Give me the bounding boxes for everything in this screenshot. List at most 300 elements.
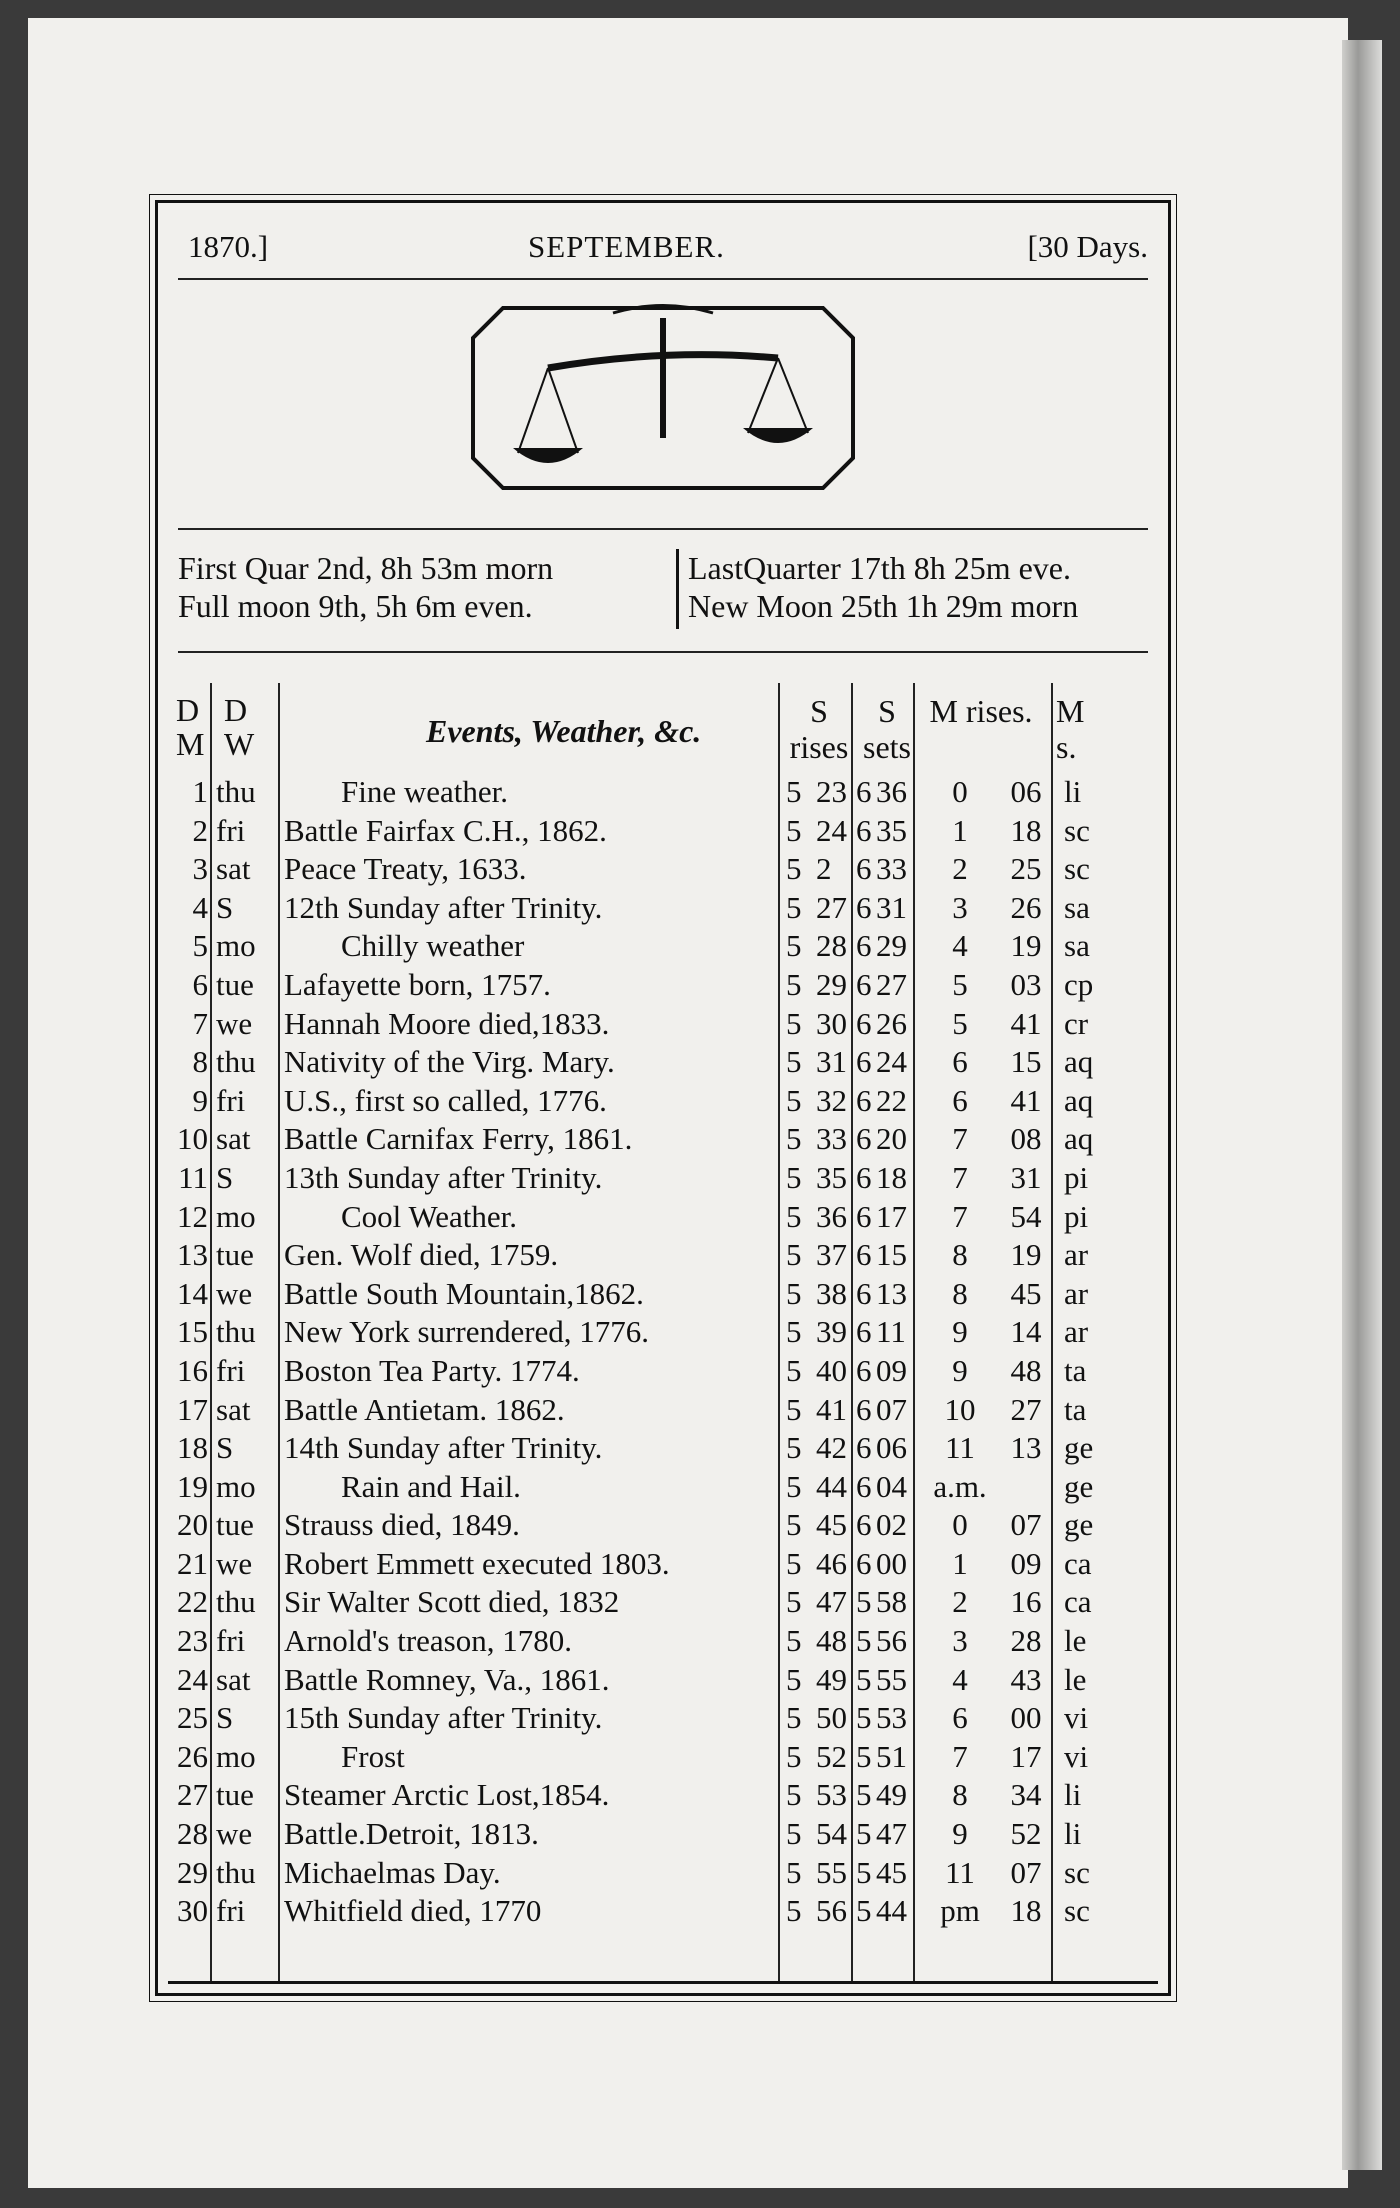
day-of-month: 6: [192, 966, 208, 1002]
event: New York surrendered, 1776.: [284, 1314, 650, 1350]
sun-rise-hour: 5: [786, 1391, 802, 1427]
table-row: [176, 1352, 1156, 1391]
day-of-week: we: [216, 1545, 253, 1581]
day-of-month: 7: [192, 1005, 208, 1041]
sun-rise-minute: 38: [816, 1275, 847, 1311]
moon-sign: pi: [1064, 1159, 1089, 1195]
table-row: [176, 1198, 1156, 1237]
moon-rise-hour: 8: [952, 1237, 968, 1273]
sun-rise-minute: 27: [816, 889, 847, 925]
day-of-month: 10: [177, 1121, 208, 1157]
sun-rise-minute: 54: [816, 1816, 847, 1852]
moon-rise-minute: 15: [1010, 1044, 1042, 1080]
day-of-month: 11: [178, 1159, 208, 1195]
sun-set-minute: 24: [876, 1044, 907, 1080]
sun-set-hour: 6: [856, 1430, 872, 1466]
sun-set-minute: 27: [876, 966, 907, 1002]
moon-sign: cp: [1064, 966, 1094, 1002]
moon-sign: ge: [1064, 1430, 1094, 1466]
event: Peace Treaty, 1633.: [284, 851, 527, 887]
day-of-week: thu: [216, 1854, 256, 1890]
moon-sign: sa: [1064, 889, 1090, 925]
event: Battle Romney, Va., 1861.: [284, 1661, 610, 1697]
moon-rise-minute: 08: [1010, 1121, 1042, 1157]
day-of-month: 21: [177, 1545, 208, 1581]
day-of-week: mo: [216, 1198, 256, 1234]
first-quarter: First Quar 2nd, 8h 53m morn: [178, 550, 554, 586]
table-row: [176, 850, 1156, 889]
moon-sign: ca: [1064, 1584, 1092, 1620]
sun-set-minute: 26: [876, 1005, 907, 1041]
day-of-week: we: [216, 1816, 253, 1852]
day-of-week: we: [216, 1275, 253, 1311]
table-row: [176, 1275, 1156, 1314]
sun-set-hour: 6: [856, 1237, 872, 1273]
page-edge: [1342, 40, 1382, 2170]
sun-rise-minute: 23: [816, 774, 847, 809]
day-of-month: 25: [177, 1700, 208, 1736]
day-of-month: 12: [177, 1198, 208, 1234]
sun-set-minute: 11: [876, 1314, 906, 1350]
moon-rise-hour: 3: [952, 889, 968, 925]
sun-set-hour: 6: [856, 928, 872, 964]
moon-rise-minute: 27: [1010, 1391, 1042, 1427]
day-of-month: 9: [192, 1082, 208, 1118]
day-of-week: we: [216, 1005, 253, 1041]
day-of-month: 24: [177, 1661, 208, 1697]
sun-set-minute: 22: [876, 1082, 907, 1118]
event: Battle South Mountain,1862.: [284, 1275, 644, 1311]
day-of-week: mo: [216, 928, 256, 964]
sun-rise-hour: 5: [786, 1198, 802, 1234]
table-row: [176, 1313, 1156, 1352]
event: Lafayette born, 1757.: [284, 966, 551, 1002]
sun-rise-hour: 5: [786, 1584, 802, 1620]
moon-rise-hour: 8: [952, 1275, 968, 1311]
moon-rise-hour: 9: [952, 1352, 968, 1388]
moon-rise-hour: 6: [952, 1700, 968, 1736]
sun-rise-hour: 5: [786, 1275, 802, 1311]
event: Boston Tea Party. 1774.: [284, 1352, 580, 1388]
sun-rise-minute: 48: [816, 1623, 847, 1659]
event: Battle Fairfax C.H., 1862.: [284, 812, 607, 848]
day-of-month: 27: [177, 1777, 208, 1813]
table-row: [176, 966, 1156, 1005]
sun-rise-hour: 5: [786, 1237, 802, 1273]
sun-set-minute: 58: [876, 1584, 907, 1620]
sun-rise-minute: 45: [816, 1507, 847, 1543]
col-dm: D M: [176, 692, 205, 762]
calendar-frame: [155, 200, 1171, 1996]
table-row: [176, 1120, 1156, 1159]
sun-rise-minute: 37: [816, 1237, 847, 1273]
sun-rise-minute: 50: [816, 1700, 847, 1736]
table-row: [176, 889, 1156, 928]
moon-rise-hour: 0: [952, 774, 968, 809]
sun-set-hour: 6: [856, 1507, 872, 1543]
sun-rise-minute: 44: [816, 1468, 847, 1504]
sun-set-hour: 6: [856, 1468, 872, 1504]
day-of-week: fri: [216, 1893, 246, 1929]
calendar-table: [176, 683, 1156, 1931]
event: 13th Sunday after Trinity.: [284, 1159, 603, 1195]
moon-rise-minute: 41: [1010, 1005, 1042, 1041]
moon-rise-minute: 19: [1010, 1237, 1042, 1273]
sun-set-hour: 5: [856, 1816, 872, 1852]
sun-rise-minute: 30: [816, 1005, 847, 1041]
sun-rise-minute: 2: [816, 851, 832, 887]
sun-set-minute: 06: [876, 1430, 907, 1466]
moon-rise-minute: 17: [1010, 1738, 1042, 1774]
sun-rise-hour: 5: [786, 1893, 802, 1929]
day-of-month: 14: [177, 1275, 208, 1311]
sun-set-hour: 6: [856, 1391, 872, 1427]
sun-rise-minute: 32: [816, 1082, 847, 1118]
sun-set-minute: 13: [876, 1275, 907, 1311]
moon-rise-hour: 10: [944, 1391, 976, 1427]
event: Whitfield died, 1770: [284, 1893, 542, 1929]
sun-set-hour: 5: [856, 1661, 872, 1697]
moon-rise-minute: 13: [1010, 1430, 1042, 1466]
sun-rise-hour: 5: [786, 1314, 802, 1350]
table-row: [176, 1738, 1156, 1777]
event: Strauss died, 1849.: [284, 1507, 520, 1543]
table-row: [176, 1043, 1156, 1082]
sun-set-minute: 20: [876, 1121, 907, 1157]
day-of-month: 2: [192, 812, 208, 848]
table-row: [176, 1854, 1156, 1893]
sun-rise-hour: 5: [786, 1738, 802, 1774]
phase-divider: [676, 549, 679, 629]
table-row: [176, 1468, 1156, 1507]
day-of-week: fri: [216, 1623, 246, 1659]
moon-sign: sc: [1064, 1893, 1090, 1929]
sun-rise-hour: 5: [786, 1159, 802, 1195]
day-of-month: 22: [177, 1584, 208, 1620]
table-row: [176, 812, 1156, 851]
event: U.S., first so called, 1776.: [284, 1082, 607, 1118]
day-of-month: 23: [177, 1623, 208, 1659]
table-header: [176, 683, 1156, 773]
sun-set-hour: 6: [856, 966, 872, 1002]
sun-rise-hour: 5: [786, 1082, 802, 1118]
sun-set-hour: 6: [856, 1545, 872, 1581]
moon-sign: aq: [1064, 1121, 1094, 1157]
event: Battle Carnifax Ferry, 1861.: [284, 1121, 633, 1157]
day-of-month: 19: [177, 1468, 208, 1504]
moon-sign: sc: [1064, 1854, 1090, 1890]
moon-sign: le: [1064, 1661, 1087, 1697]
sun-rise-hour: 5: [786, 851, 802, 887]
day-of-week: S: [216, 1700, 234, 1736]
sun-set-hour: 6: [856, 1314, 872, 1350]
table-row: [176, 927, 1156, 966]
sun-set-minute: 47: [876, 1816, 907, 1852]
day-of-month: 20: [177, 1507, 208, 1543]
table-row: [176, 1159, 1156, 1198]
moon-rise-hour: 6: [952, 1082, 968, 1118]
sun-set-minute: 56: [876, 1623, 907, 1659]
sun-rise-minute: 33: [816, 1121, 847, 1157]
moon-rise-minute: 18: [1010, 1893, 1042, 1929]
day-of-month: 5: [192, 928, 208, 964]
sun-rise-hour: 5: [786, 812, 802, 848]
sun-set-hour: 6: [856, 1198, 872, 1234]
event: Chilly weather: [341, 928, 525, 964]
day-of-month: 26: [177, 1738, 208, 1774]
sun-set-minute: 49: [876, 1777, 907, 1813]
moon-sign: aq: [1064, 1044, 1094, 1080]
table-row: [176, 1583, 1156, 1622]
moon-sign: li: [1064, 1777, 1082, 1813]
sun-rise-hour: 5: [786, 1044, 802, 1080]
moon-rise-hour: 1: [952, 812, 968, 848]
sun-rise-hour: 5: [786, 966, 802, 1002]
month-title: SEPTEMBER.: [528, 229, 725, 264]
day-of-week: fri: [216, 1082, 246, 1118]
moon-rise-hour: 4: [952, 928, 968, 964]
sun-set-minute: 53: [876, 1700, 907, 1736]
moon-sign: pi: [1064, 1198, 1089, 1234]
sun-rise-hour: 5: [786, 1468, 802, 1504]
sun-rise-minute: 29: [816, 966, 847, 1002]
sun-set-hour: 6: [856, 1082, 872, 1118]
day-of-week: tue: [216, 966, 254, 1002]
event: Nativity of the Virg. Mary.: [284, 1044, 615, 1080]
moon-rise-hour: 1: [952, 1545, 968, 1581]
day-of-month: 28: [177, 1816, 208, 1852]
sun-rise-minute: 24: [816, 812, 847, 848]
day-of-month: 3: [192, 851, 208, 887]
table-row: [176, 1429, 1156, 1468]
day-of-month: 29: [177, 1854, 208, 1890]
day-of-week: mo: [216, 1738, 256, 1774]
moon-rise-minute: 48: [1010, 1352, 1042, 1388]
table-row: [176, 773, 1156, 812]
sun-rise-minute: 46: [816, 1545, 847, 1581]
sun-set-minute: 02: [876, 1507, 907, 1543]
sun-set-hour: 5: [856, 1623, 872, 1659]
table-row: [176, 1545, 1156, 1584]
table-row: [176, 1506, 1156, 1545]
moon-rise-minute: 28: [1010, 1623, 1042, 1659]
day-of-week: mo: [216, 1468, 256, 1504]
sun-set-minute: 07: [876, 1391, 907, 1427]
moon-rise-hour: 4: [952, 1661, 968, 1697]
day-of-week: sat: [216, 1121, 251, 1157]
sun-rise-minute: 36: [816, 1198, 847, 1234]
sun-rise-hour: 5: [786, 1661, 802, 1697]
moon-phases-left: [178, 549, 678, 625]
moon-sign: ta: [1064, 1352, 1087, 1388]
event: Frost: [341, 1738, 405, 1774]
sun-set-minute: 36: [876, 774, 907, 809]
phases-rule: [178, 651, 1148, 653]
year-label: 1870.]: [188, 229, 269, 264]
table-row: [176, 1699, 1156, 1738]
moon-rise-hour: 9: [952, 1314, 968, 1350]
moon-rise-minute: 31: [1010, 1159, 1042, 1195]
day-of-week: S: [216, 1430, 234, 1466]
sun-rise-hour: 5: [786, 774, 802, 809]
event: Cool Weather.: [341, 1198, 518, 1234]
moon-sign: li: [1064, 1816, 1082, 1852]
moon-rise-minute: 00: [1010, 1700, 1042, 1736]
sun-set-hour: 6: [856, 889, 872, 925]
day-of-week: tue: [216, 1237, 254, 1273]
sun-rise-hour: 5: [786, 1854, 802, 1890]
sun-rise-minute: 47: [816, 1584, 847, 1620]
sun-set-minute: 51: [876, 1738, 907, 1774]
day-of-week: sat: [216, 851, 251, 887]
event: Fine weather.: [341, 774, 509, 809]
moon-rise-minute: 06: [1010, 774, 1042, 809]
event: Rain and Hail.: [341, 1468, 521, 1504]
moon-rise-hour: 7: [952, 1738, 968, 1774]
moon-rise-minute: 18: [1010, 812, 1042, 848]
day-of-month: 15: [177, 1314, 208, 1350]
moon-sign: sc: [1064, 812, 1090, 848]
sun-rise-hour: 5: [786, 1352, 802, 1388]
moon-rise-hour: 11: [945, 1854, 975, 1890]
table-body: [176, 773, 1156, 1931]
moon-sign: li: [1064, 774, 1082, 809]
sun-set-hour: 5: [856, 1777, 872, 1813]
moon-phases: [168, 543, 1168, 638]
moon-rise-minute: 41: [1010, 1082, 1042, 1118]
sun-set-minute: 09: [876, 1352, 907, 1388]
sun-set-hour: 5: [856, 1584, 872, 1620]
moon-rise-minute: 52: [1010, 1816, 1042, 1852]
table-row: [176, 1892, 1156, 1931]
libra-scales-icon: [463, 298, 863, 498]
day-of-week: thu: [216, 774, 256, 809]
moon-rise-hour: 7: [952, 1159, 968, 1195]
event: Hannah Moore died,1833.: [284, 1005, 610, 1041]
page-header: [158, 221, 1168, 271]
day-of-month: 4: [192, 889, 208, 925]
days-count: [30 Days.: [1027, 229, 1148, 264]
col-sun-rises: S rises: [789, 693, 849, 765]
moon-rise-hour: pm: [940, 1893, 980, 1929]
sun-rise-hour: 5: [786, 1777, 802, 1813]
last-quarter: LastQuarter 17th 8h 25m eve.: [688, 550, 1071, 586]
day-of-month: 13: [177, 1237, 208, 1273]
table-row: [176, 1082, 1156, 1121]
moon-rise-hour: 0: [952, 1507, 968, 1543]
day-of-week: S: [216, 889, 234, 925]
table-row: [176, 1236, 1156, 1275]
event: Robert Emmett executed 1803.: [284, 1545, 670, 1581]
sun-rise-hour: 5: [786, 1700, 802, 1736]
event: Battle Antietam. 1862.: [284, 1391, 565, 1427]
sun-set-minute: 04: [876, 1468, 907, 1504]
moon-rise-hour: 9: [952, 1816, 968, 1852]
sun-set-hour: 5: [856, 1700, 872, 1736]
moon-rise-minute: 54: [1010, 1198, 1042, 1234]
sun-set-hour: 6: [856, 1044, 872, 1080]
event: 15th Sunday after Trinity.: [284, 1700, 603, 1736]
sun-rise-minute: 41: [816, 1391, 847, 1427]
sun-rise-minute: 31: [816, 1044, 847, 1080]
day-of-week: thu: [216, 1584, 256, 1620]
moon-sign: ge: [1064, 1468, 1094, 1504]
moon-phases-right: [688, 549, 1208, 625]
table-row: [176, 1815, 1156, 1854]
day-of-week: sat: [216, 1391, 251, 1427]
moon-rise-hour: 7: [952, 1198, 968, 1234]
moon-rise-hour: 11: [945, 1430, 975, 1466]
day-of-week: sat: [216, 1661, 251, 1697]
event: 12th Sunday after Trinity.: [284, 889, 603, 925]
moon-rise-minute: 03: [1010, 966, 1042, 1002]
day-of-week: tue: [216, 1777, 254, 1813]
col-events: Events, Weather, &c.: [426, 713, 702, 749]
full-moon: Full moon 9th, 5h 6m even.: [178, 588, 533, 624]
moon-sign: ar: [1064, 1314, 1089, 1350]
sun-set-minute: 33: [876, 851, 907, 887]
sun-rise-hour: 5: [786, 1005, 802, 1041]
sun-rise-minute: 39: [816, 1314, 847, 1350]
sun-set-minute: 15: [876, 1237, 907, 1273]
sun-set-minute: 35: [876, 812, 907, 848]
moon-rise-minute: 43: [1010, 1661, 1042, 1697]
day-of-month: 1: [192, 774, 208, 809]
day-of-month: 17: [177, 1391, 208, 1427]
table-row: [176, 1622, 1156, 1661]
day-of-week: thu: [216, 1044, 256, 1080]
table-row: [176, 1391, 1156, 1430]
moon-rise-minute: 14: [1010, 1314, 1042, 1350]
day-of-month: 30: [177, 1893, 208, 1929]
moon-sign: sc: [1064, 851, 1090, 887]
event: Steamer Arctic Lost,1854.: [284, 1777, 610, 1813]
col-moon-sign: M s.: [1056, 693, 1085, 765]
sun-rise-minute: 42: [816, 1430, 847, 1466]
day-of-week: S: [216, 1159, 234, 1195]
sun-set-hour: 6: [856, 774, 872, 809]
table-row: [176, 1661, 1156, 1700]
sun-rise-minute: 52: [816, 1738, 847, 1774]
sun-set-minute: 29: [876, 928, 907, 964]
header-rule: [178, 278, 1148, 280]
sun-rise-hour: 5: [786, 1430, 802, 1466]
col-dw: D W: [224, 692, 255, 762]
sun-rise-minute: 53: [816, 1777, 847, 1813]
sun-set-hour: 6: [856, 1352, 872, 1388]
sun-set-minute: 31: [876, 889, 907, 925]
moon-sign: ta: [1064, 1391, 1087, 1427]
sun-set-minute: 18: [876, 1159, 907, 1195]
day-of-week: fri: [216, 812, 246, 848]
sun-set-minute: 17: [876, 1198, 907, 1234]
moon-rise-hour: 5: [952, 966, 968, 1002]
sun-set-hour: 6: [856, 1005, 872, 1041]
sun-rise-minute: 35: [816, 1159, 847, 1195]
moon-sign: vi: [1064, 1738, 1089, 1774]
moon-rise-hour: 6: [952, 1044, 968, 1080]
sun-set-minute: 55: [876, 1661, 907, 1697]
sun-rise-hour: 5: [786, 1545, 802, 1581]
moon-rise-hour: 3: [952, 1623, 968, 1659]
event: Sir Walter Scott died, 1832: [284, 1584, 620, 1620]
moon-rise-minute: 34: [1010, 1777, 1042, 1813]
event: Arnold's treason, 1780.: [284, 1623, 572, 1659]
moon-rise-hour: a.m.: [933, 1468, 987, 1504]
table-row: [176, 1005, 1156, 1044]
event: Michaelmas Day.: [284, 1854, 501, 1890]
sun-rise-hour: 5: [786, 1816, 802, 1852]
